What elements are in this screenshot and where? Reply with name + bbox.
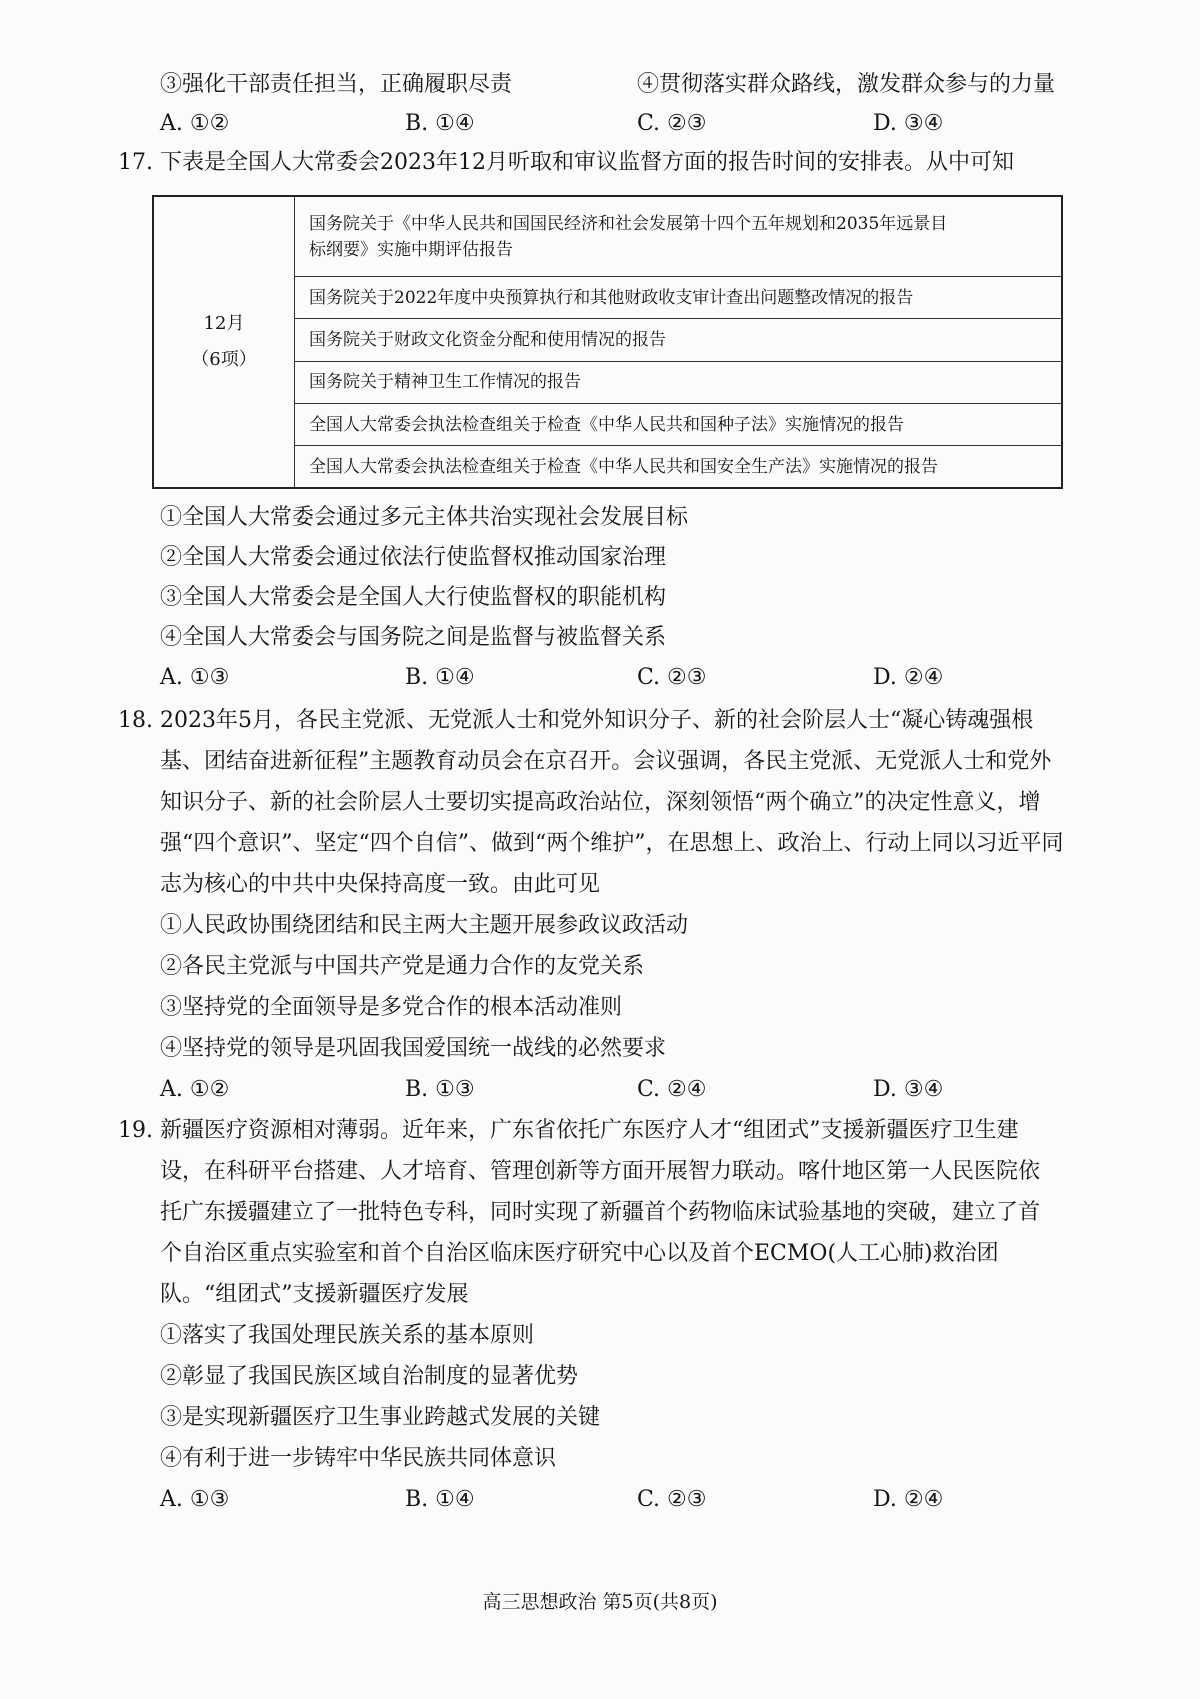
option-c: C. ②③ — [637, 111, 707, 136]
options-row — [0, 663, 1200, 693]
statement: ③坚持党的全面领导是多党合作的根本活动准则 — [160, 995, 623, 1020]
statement: ④有利于进一步铸牢中华民族共同体意识 — [160, 1446, 557, 1471]
statement: ①落实了我国处理民族关系的基本原则 — [160, 1323, 535, 1348]
question-19-stem: 个自治区重点实验室和首个自治区临床医疗研究中心以及首个ECMO(人工心肺)救治团 — [160, 1241, 999, 1266]
option-a: A. ①② — [160, 1077, 230, 1102]
table-row: 国务院关于精神卫生工作情况的报告 — [295, 361, 1063, 403]
month-label: 12月 — [203, 313, 245, 334]
statement: ④贯彻落实群众路线，激发群众参与的力量 — [637, 72, 1056, 97]
statement: ①全国人大常委会通过多元主体共治实现社会发展目标 — [160, 505, 689, 530]
option-c: C. ②④ — [637, 1077, 707, 1102]
table-row: 国务院关于财政文化资金分配和使用情况的报告 — [295, 319, 1063, 361]
option-d: D. ②④ — [873, 1487, 944, 1512]
statement: ③强化干部责任担当，正确履职尽责 — [160, 72, 513, 97]
option-b: B. ①④ — [405, 665, 475, 690]
statement: ④全国人大常委会与国务院之间是监督与被监督关系 — [160, 625, 667, 650]
question-18-stem: 知识分子、新的社会阶层人士要切实提高政治站位，深刻领悟“两个确立”的决定性意义，增 — [160, 790, 1041, 815]
statement: ④坚持党的领导是巩固我国爱国统一战线的必然要求 — [160, 1036, 667, 1061]
option-a: A. ①③ — [160, 1487, 230, 1512]
option-c: C. ②③ — [637, 665, 707, 690]
table-row: 全国人大常委会执法检查组关于检查《中华人民共和国种子法》实施情况的报告 — [295, 403, 1063, 445]
option-d: D. ②④ — [873, 665, 944, 690]
table-row: 国务院关于2022年度中央预算执行和其他财政收支审计查出问题整改情况的报告 — [295, 277, 1063, 319]
option-a: A. ①③ — [160, 665, 230, 690]
item-count: （6项） — [191, 349, 257, 370]
table-row: 全国人大常委会执法检查组关于检查《中华人民共和国安全生产法》实施情况的报告 — [295, 446, 1063, 488]
table-row: 国务院关于《中华人民共和国国民经济和社会发展第十四个五年规划和2035年远景目 标纲要》实施中期评估报告 — [295, 196, 1063, 277]
options-row — [0, 1075, 1200, 1105]
question-18-stem: 18. 2023年5月，各民主党派、无党派人士和党外知识分子、新的社会阶层人士“凝心铸魂强根 — [118, 708, 1034, 733]
options-row — [0, 1485, 1200, 1515]
option-d: D. ③④ — [873, 111, 944, 136]
question-17-stem: 17. 下表是全国人大常委会2023年12月听取和审议监督方面的报告时间的安排表。从中可知 — [118, 150, 1014, 175]
question-19-stem: 托广东援疆建立了一批特色专科，同时实现了新疆首个药物临床试验基地的突破，建立了首 — [160, 1200, 1041, 1225]
option-b: B. ①④ — [405, 111, 475, 136]
option-a: A. ①② — [160, 111, 230, 136]
statement: ①人民政协围绕团结和民主两大主题开展参政议政活动 — [160, 913, 689, 938]
statement: ③是实现新疆医疗卫生事业跨越式发展的关键 — [160, 1405, 601, 1430]
statement: ③全国人大常委会是全国人大行使监督权的职能机构 — [160, 585, 667, 610]
schedule-table — [152, 195, 1063, 489]
question-19-stem: 设，在科研平台搭建、人才培育、管理创新等方面开展智力联动。喀什地区第一人民医院依 — [160, 1159, 1041, 1184]
page-footer: 高三思想政治 第5页(共8页) — [482, 1591, 718, 1613]
question-18-stem: 志为核心的中共中央保持高度一致。由此可见 — [160, 872, 601, 897]
statement: ②全国人大常委会通过依法行使监督权推动国家治理 — [160, 545, 667, 570]
question-18-stem: 基、团结奋进新征程”主题教育动员会在京召开。会议强调，各民主党派、无党派人士和党外 — [160, 749, 1052, 774]
question-18-stem: 强“四个意识”、坚定“四个自信”、做到“两个维护”，在思想上、政治上、行动上同以习近平同 — [160, 831, 1064, 856]
month-cell — [153, 196, 295, 488]
question-19-stem: 队。“组团式”支援新疆医疗发展 — [160, 1282, 469, 1307]
options-row — [0, 109, 1200, 139]
option-c: C. ②③ — [637, 1487, 707, 1512]
statement: ②彰显了我国民族区域自治制度的显著优势 — [160, 1364, 579, 1389]
option-b: B. ①④ — [405, 1487, 475, 1512]
option-d: D. ③④ — [873, 1077, 944, 1102]
question-19-stem: 19. 新疆医疗资源相对薄弱。近年来，广东省依托广东医疗人才“组团式”支援新疆医疗卫生建 — [118, 1118, 1019, 1143]
statement: ②各民主党派与中国共产党是通力合作的友党关系 — [160, 954, 645, 979]
option-b: B. ①③ — [405, 1077, 475, 1102]
